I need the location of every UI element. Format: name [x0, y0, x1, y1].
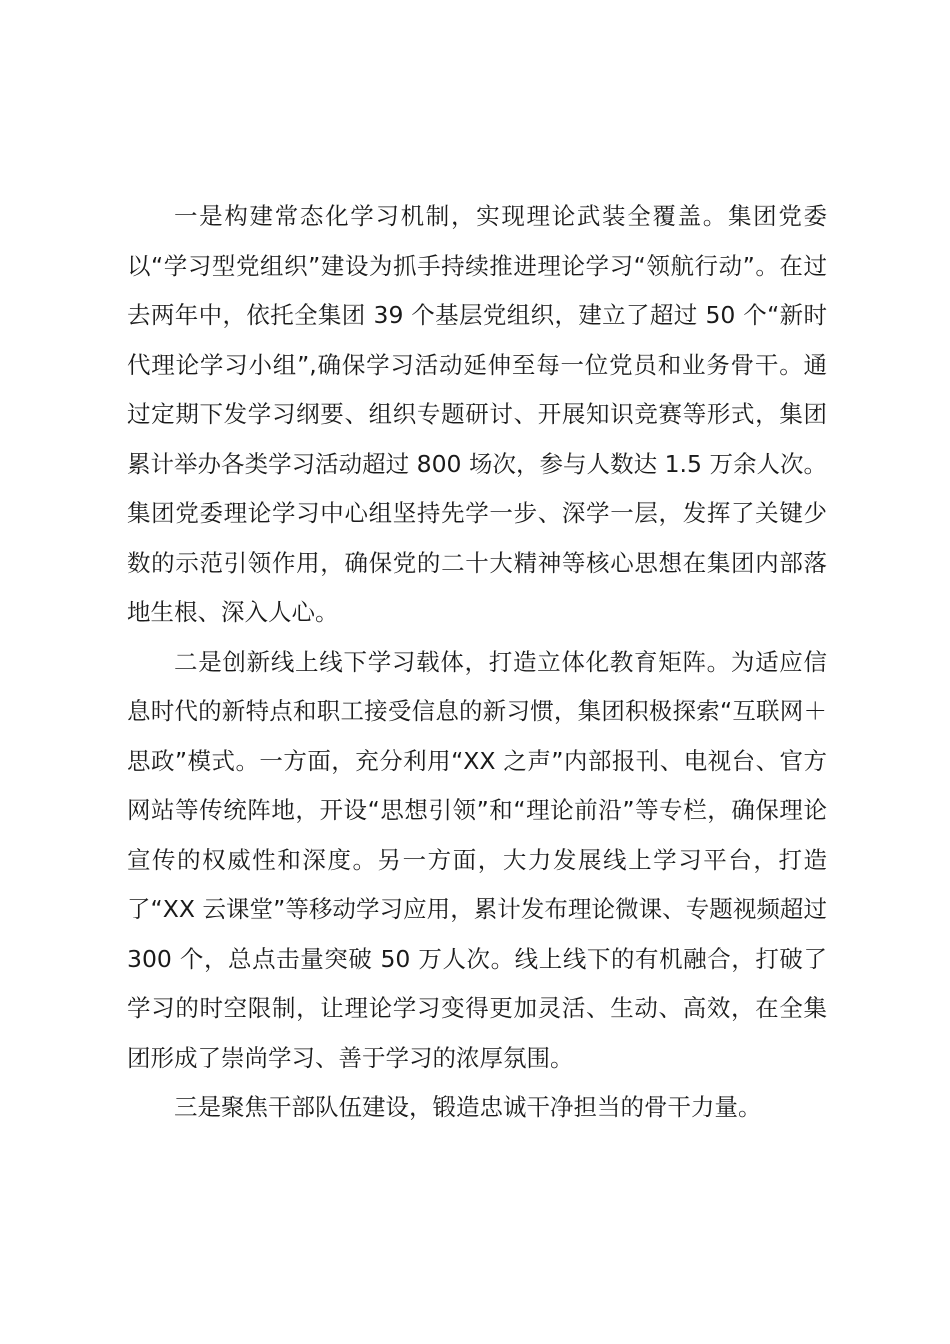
document-body	[127, 192, 827, 1133]
paragraph-cadre-building: 三是聚焦干部队伍建设，锻造忠诚干净担当的骨干力量。	[174, 1093, 762, 1121]
paragraph-study-mechanism: 一是构建常态化学习机制，实现理论武装全覆盖。集团党委以“学习型党组织”建设为抓手持续推进理论学习“领航行动”。在过去两年中，依托全集团 39 个基层党组织，建立了超过 50 个“新时代理论学习小组”,确保学习活动延伸至每一位党员和业务骨干。通过定期下发学习纲要、组织专题研讨、开展知识竞赛等形式，集团累计举办各类学习活动超过 800 场次，参与人数达 1.5 万余人次。集团党委理论学习中心组坚持先学一步、深学一层，发挥了关键少数的示范引领作用，确保党的二十大精神等核心思想在集团内部落地生根、深入人心。	[127, 202, 827, 626]
paragraph-online-offline-learning: 二是创新线上线下学习载体，打造立体化教育矩阵。为适应信息时代的新特点和职工接受信息的新习惯，集团积极探索“互联网＋思政”模式。一方面，充分利用“XX 之声”内部报刊、电视台、官方网站等传统阵地，开设“思想引领”和“理论前沿”等专栏，确保理论宣传的权威性和深度。另一方面，大力发展线上学习平台，打造了“XX 云课堂”等移动学习应用，累计发布理论微课、专题视频超过 300 个，总点击量突破 50 万人次。线上线下的有机融合，打破了学习的时空限制，让理论学习变得更加灵活、生动、高效，在全集团形成了崇尚学习、善于学习的浓厚氛围。	[127, 647, 827, 1072]
